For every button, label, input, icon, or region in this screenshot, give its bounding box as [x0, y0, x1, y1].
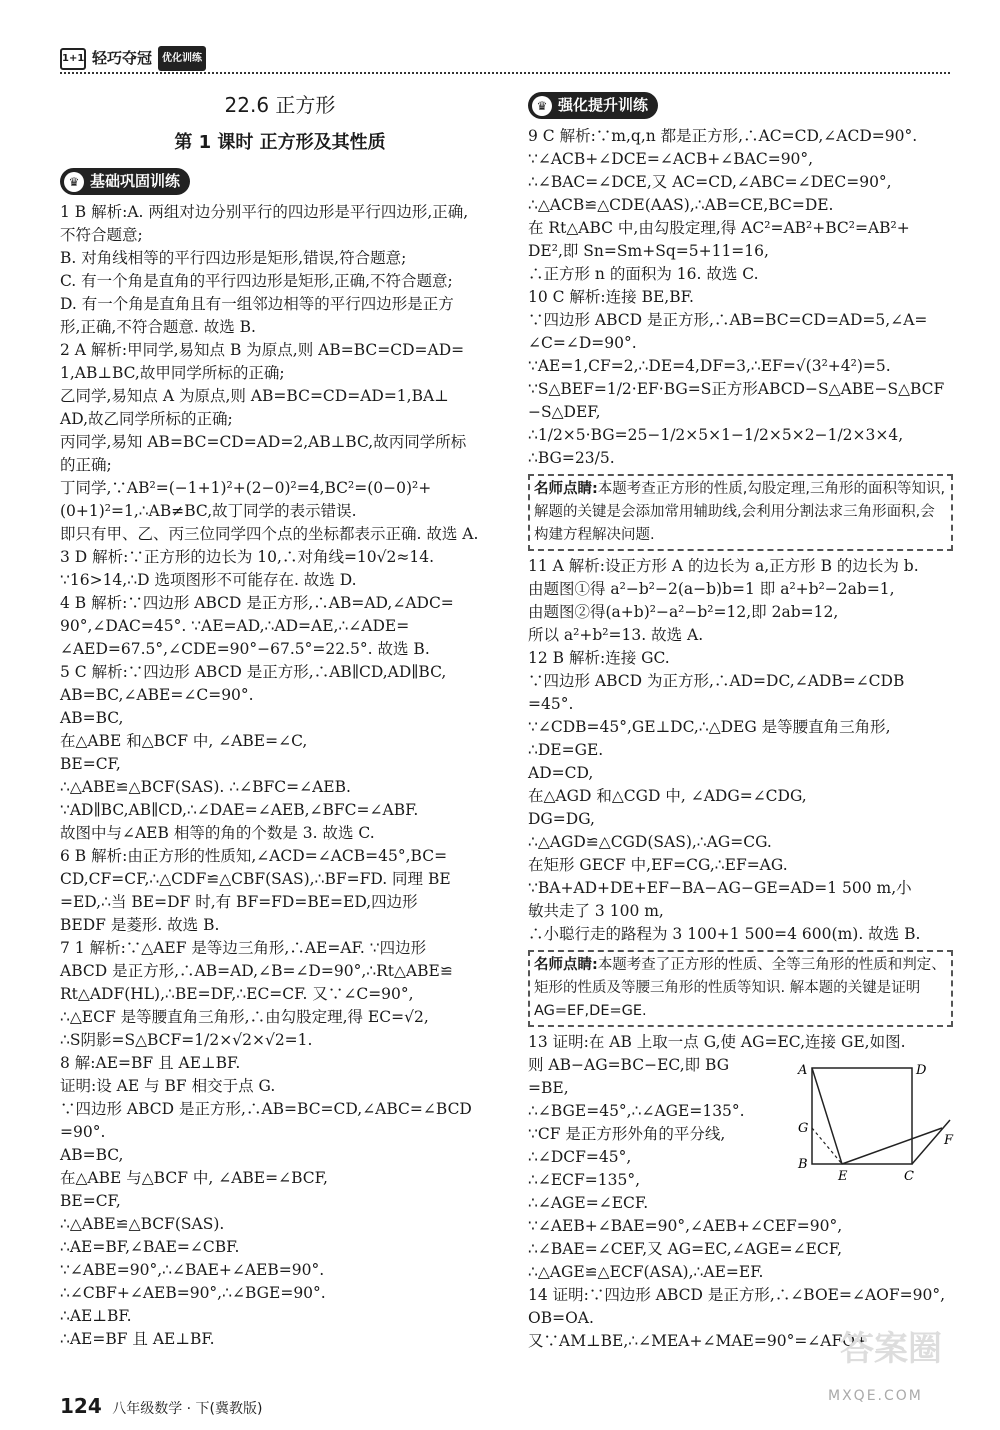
answer-line: ∴小聪行走的路程为 3 100+1 500=4 600(m). 故选 B.	[528, 925, 921, 943]
brand-name: 轻巧夺冠	[92, 49, 153, 67]
answer-line: 2 A 解析:甲同学,易知点 B 为原点,则 AB=BC=CD=AD=	[60, 341, 465, 359]
geometry-figure	[790, 1062, 960, 1182]
answer-line: ∵∠ACB+∠DCE=∠ACB+∠BAC=90°,	[528, 150, 814, 168]
answer-line: 13 证明:在 AB 上取一点 G,使 AG=EC,连接 GE,如图.	[528, 1033, 906, 1051]
answer-line: ∴∠BAE=∠CEF,又 AG=EC,∠AGE=∠ECF,	[528, 1240, 842, 1258]
page-footer	[60, 1395, 262, 1421]
answer-line: ∵∠CDB=45°,GE⊥DC,∴△DEG 是等腰直角三角形,	[528, 718, 891, 736]
answer-line: ∴∠DCF=45°,	[528, 1148, 632, 1166]
answer-line: ∴BG=23/5.	[528, 449, 615, 467]
watermark-logo: 答案圈	[840, 1329, 942, 1369]
answer-line: =45°.	[528, 695, 574, 713]
answer-line: 丙同学,易知 AB=BC=CD=AD=2,AB⊥BC,故丙同学所标	[60, 433, 467, 451]
answer-line: ∵四边形 ABCD 是正方形,∴AB=BC=CD,∠ABC=∠BCD	[60, 1100, 472, 1118]
label-B: B	[798, 1157, 808, 1172]
answer-line: OB=OA.	[528, 1309, 594, 1327]
answer-line: =BE,	[528, 1079, 569, 1097]
teacher-note-2	[528, 950, 953, 1027]
answer-line: ∵AE=1,CF=2,∴DE=4,DF=3,∴EF=√(3²+4²)=5.	[528, 357, 891, 375]
answer-line: D. 有一个角是直角且有一组邻边相等的平行四边形是正方	[60, 295, 454, 313]
answer-line: 4 B 解析:∵四边形 ABCD 是正方形,∴AB=AD,∠ADC=	[60, 594, 454, 612]
answer-line: ∵∠ABE=90°,∴∠BAE+∠AEB=90°.	[60, 1261, 325, 1279]
label-D: D	[916, 1063, 927, 1078]
section-advanced-label: 强化提升训练	[558, 96, 649, 114]
answer-line: 敏共走了 3 100 m,	[528, 902, 664, 920]
answer-line: ∵AD∥BC,AB∥CD,∴∠DAE=∠AEB,∠BFC=∠ABF.	[60, 801, 419, 819]
page-header	[60, 44, 950, 74]
answer-line: ∴△ABE≌△BCF(SAS). ∴∠BFC=∠AEB.	[60, 778, 351, 796]
answer-line: ∴∠ECF=135°,	[528, 1171, 641, 1189]
answer-line: =90°.	[60, 1123, 106, 1141]
answer-line: CD,CF=CF,∴△CDF≌△CBF(SAS),∴BF=FD. 同理 BE	[60, 870, 451, 888]
answer-line: 由题图①得 a²−b²−2(a−b)b=1 即 a²+b²−2ab=1,	[528, 580, 895, 598]
section-basic-label: 基础巩固训练	[90, 172, 181, 190]
answer-line: ∵四边形 ABCD 是正方形,∴AB=BC=CD=AD=5,∠A=	[528, 311, 928, 329]
answer-line: ∴正方形 n 的面积为 16. 故选 C.	[528, 265, 759, 283]
label-A: A	[798, 1063, 808, 1078]
answer-line: ∵S△BEF=1/2·EF·BG=S正方形ABCD−S△ABE−S△BCF	[528, 380, 945, 398]
answer-line: 1,AB⊥BC,故甲同学所标的正确;	[60, 364, 285, 382]
section-advanced-header	[528, 92, 658, 119]
answer-line: =ED,∴当 BE=DF 时,有 BF=FD=BE=ED,四边形	[60, 893, 418, 911]
answer-line: B. 对角线相等的平行四边形是矩形,错误,符合题意;	[60, 249, 407, 267]
answer-line: 的正确;	[60, 456, 112, 474]
answer-line: ∵CF 是正方形外角的平分线,	[528, 1125, 726, 1143]
right-answers-b	[528, 555, 953, 946]
answer-line: ∴AE=BF 且 AE⊥BF.	[60, 1330, 215, 1348]
crown-icon: ♛	[64, 172, 84, 192]
answer-line: 在△AGD 和△CGD 中, ∠ADG=∠CDG,	[528, 787, 807, 805]
note-text: 本题考查了正方形的性质、全等三角形的性质和判定、矩形的性质及等腰三角形的性质等知识. 解本题的关键是证明 AG=EF,DE=GE.	[534, 957, 946, 1019]
answer-line: ∴∠BAC=∠DCE,又 AC=CD,∠ABC=∠DEC=90°,	[528, 173, 892, 191]
answer-line: ∴△ABE≌△BCF(SAS).	[60, 1215, 225, 1233]
answer-line: 在△ABE 和△BCF 中, ∠ABE=∠C,	[60, 732, 308, 750]
answer-line: 证明:设 AE 与 BF 相交于点 G.	[60, 1077, 276, 1095]
answer-line: 90°,∠DAC=45°. ∵AE=AD,∴AD=AE,∴∠ADE=	[60, 617, 410, 635]
answer-line: 10 C 解析:连接 BE,BF.	[528, 288, 694, 306]
answer-line: 在△ABE 与△BCF 中, ∠ABE=∠BCF,	[60, 1169, 328, 1187]
answer-line: 在矩形 GECF 中,EF=CG,∴EF=AG.	[528, 856, 788, 874]
answer-line: ∵四边形 ABCD 为正方形,∴AD=DC,∠ADB=∠CDB	[528, 672, 905, 690]
brand-tag: 优化训练	[158, 46, 206, 71]
brand-logo-icon: 1+1	[60, 48, 86, 70]
answer-line: 又∵AM⊥BE,∴∠MEA+∠MAE=90°=∠AFO+	[528, 1332, 868, 1350]
answer-line: ∴1/2×5·BG=25−1/2×5×1−1/2×5×2−1/2×3×4,	[528, 426, 904, 444]
crown-icon: ♛	[532, 96, 552, 116]
answer-line: 12 B 解析:连接 GC.	[528, 649, 670, 667]
answer-line: 1 B 解析:A. 两组对边分别平行的四边形是平行四边形,正确,	[60, 203, 469, 221]
label-E: E	[838, 1169, 848, 1182]
answer-line: ∴△AGE≌△ECF(ASA),∴AE=EF.	[528, 1263, 764, 1281]
answer-line: 由题图②得(a+b)²−a²−b²=12,即 2ab=12,	[528, 603, 839, 621]
answer-line: AD=CD,	[528, 764, 594, 782]
answer-line: 故图中与∠AEB 相等的角的个数是 3. 故选 C.	[60, 824, 375, 842]
answer-line: BEDF 是菱形. 故选 B.	[60, 916, 220, 934]
answer-line: 即只有甲、乙、丙三位同学四个点的坐标都表示正确. 故选 A.	[60, 525, 479, 543]
answer-line: ∴△ACB≌△CDE(AAS),∴AB=CE,BC=DE.	[528, 196, 834, 214]
answer-line: Rt△ADF(HL),∴BE=DF,∴EC=CF. 又∵∠C=90°,	[60, 985, 414, 1003]
answer-line: ∴△ECF 是等腰直角三角形,∴由勾股定理,得 EC=√2,	[60, 1008, 429, 1026]
answer-line: DE²,即 Sn=Sm+Sq=5+11=16,	[528, 242, 769, 260]
answer-line: AB=BC,	[60, 1146, 124, 1164]
answer-line: 不符合题意;	[60, 226, 143, 244]
note-label: 名师点睛:	[534, 957, 598, 973]
answer-line: 11 A 解析:设正方形 A 的边长为 a,正方形 B 的边长为 b.	[528, 557, 919, 575]
chapter-title: 22.6 正方形	[224, 93, 336, 117]
left-column	[60, 90, 500, 1351]
answer-line: 在 Rt△ABC 中,由勾股定理,得 AC²=AB²+BC²=AB²+	[528, 219, 910, 237]
label-F: F	[944, 1133, 954, 1148]
answer-line: C. 有一个角是直角的平行四边形是矩形,正确,不符合题意;	[60, 272, 453, 290]
answer-line: 所以 a²+b²=13. 故选 A.	[528, 626, 704, 644]
answer-line: 丁同学,∵AB²=(−1+1)²+(2−0)²=4,BC²=(0−0)²+	[60, 479, 432, 497]
answer-line: ∵16>14,∴D 选项图形不可能存在. 故选 D.	[60, 571, 357, 589]
answer-line: 14 证明:∵四边形 ABCD 是正方形,∴∠BOE=∠AOF=90°,	[528, 1286, 946, 1304]
section-basic-header	[60, 168, 190, 195]
left-answers	[60, 201, 500, 1351]
answer-line: ∴AE⊥BF.	[60, 1307, 132, 1325]
answer-line: ∵BA+AD+DE+EF−BA−AG−GE=AD=1 500 m,小	[528, 879, 912, 897]
answer-line: ∠C=∠D=90°.	[528, 334, 637, 352]
answer-line: ∴AE=BF,∠BAE=∠CBF.	[60, 1238, 240, 1256]
watermark-text: MXQE.COM	[828, 1388, 923, 1404]
answer-line: ∴S阴影=S△BCF=1/2×√2×√2=1.	[60, 1031, 313, 1049]
answer-line: 则 AB−AG=BC−EC,即 BG	[528, 1056, 730, 1074]
brand	[60, 46, 206, 71]
lesson-title: 第 1 课时 正方形及其性质	[174, 132, 386, 153]
answer-line: ∴DE=GE.	[528, 741, 604, 759]
answer-line: BE=CF,	[60, 755, 121, 773]
answer-line: ∴∠CBF+∠AEB=90°,∴∠BGE=90°.	[60, 1284, 326, 1302]
label-G: G	[798, 1121, 809, 1136]
page-number: 124	[60, 1394, 102, 1418]
answer-line: AD,故乙同学所标的正确;	[60, 410, 233, 428]
answer-line: 8 解:AE=BF 且 AE⊥BF.	[60, 1054, 241, 1072]
book-title: 八年级数学 · 下(冀教版)	[112, 1401, 263, 1417]
note-text: 本题考查正方形的性质,勾股定理,三角形的面积等知识,解题的关键是会添加常用辅助线,会利用分割法求三角形面积,会构建方程解决问题.	[534, 481, 946, 543]
answer-line: ∴△AGD≌△CGD(SAS),∴AG=CG.	[528, 833, 772, 851]
answer-line: 7 1 解析:∵△AEF 是等边三角形,∴AE=AF. ∵四边形	[60, 939, 427, 957]
answer-line: DG=DG,	[528, 810, 595, 828]
answer-line: (0+1)²=1,∴AB≠BC,故丁同学的表示错误.	[60, 502, 357, 520]
answer-line: BE=CF,	[60, 1192, 121, 1210]
answer-line: ∠AED=67.5°,∠CDE=90°−67.5°=22.5°. 故选 B.	[60, 640, 430, 658]
header-divider	[60, 72, 950, 74]
answer-line: 9 C 解析:∵m,q,n 都是正方形,∴AC=CD,∠ACD=90°.	[528, 127, 918, 145]
answer-line: 乙同学,易知点 A 为原点,则 AB=BC=CD=AD=1,BA⊥	[60, 387, 449, 405]
answer-line: ∴∠BGE=45°,∴∠AGE=135°.	[528, 1102, 745, 1120]
answer-line: 形,正确,不符合题意. 故选 B.	[60, 318, 256, 336]
answer-line: ABCD 是正方形,∴AB=AD,∠B=∠D=90°,∴Rt△ABE≌	[60, 962, 453, 980]
teacher-note-1	[528, 474, 953, 551]
answer-line: −S△DEF,	[528, 403, 601, 421]
answer-line: ∵∠AEB+∠BAE=90°,∠AEB+∠CEF=90°,	[528, 1217, 843, 1235]
label-C: C	[904, 1169, 914, 1182]
answer-line: 5 C 解析:∵四边形 ABCD 是正方形,∴AB∥CD,AD∥BC,	[60, 663, 447, 681]
answer-line: 3 D 解析:∵正方形的边长为 10,∴对角线=10√2≈14.	[60, 548, 435, 566]
answer-line: AB=BC,	[60, 709, 124, 727]
answer-line: ∴∠AGE=∠ECF.	[528, 1194, 649, 1212]
right-answers-a	[528, 125, 953, 470]
note-label: 名师点睛:	[534, 481, 598, 497]
answer-line: AB=BC,∠ABE=∠C=90°.	[60, 686, 254, 704]
answer-line: 6 B 解析:由正方形的性质知,∠ACD=∠ACB=45°,BC=	[60, 847, 448, 865]
